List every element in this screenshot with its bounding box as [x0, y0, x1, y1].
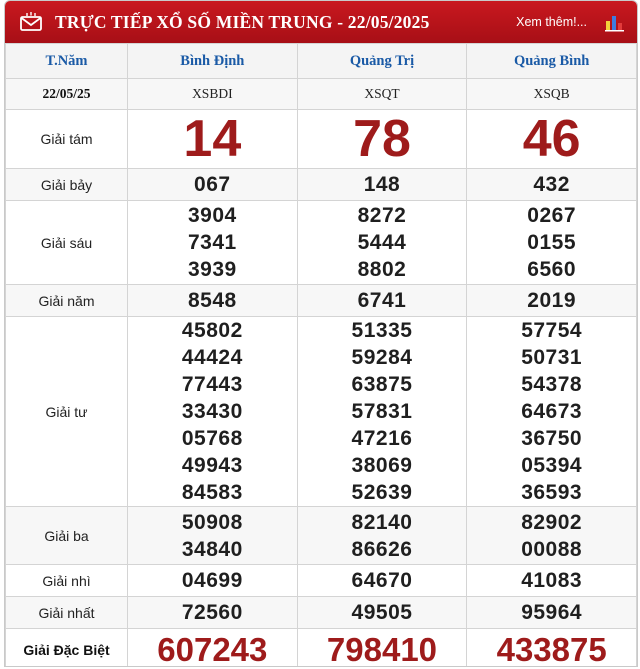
- prize-number: 64673: [521, 400, 583, 423]
- prize-cell: [297, 565, 467, 597]
- prize-number: 0155: [527, 231, 577, 254]
- prize-number: 14: [183, 110, 242, 168]
- prize-number: 77443: [181, 373, 243, 396]
- prize-row: [6, 110, 637, 169]
- prize-number: 44424: [181, 346, 243, 369]
- prize-number: 6741: [357, 289, 407, 312]
- prize-number: 47216: [351, 427, 413, 450]
- prize-label: Giải nhất: [6, 597, 128, 629]
- province-code: XSQB: [467, 79, 637, 110]
- prize-number: 57831: [351, 400, 413, 423]
- prize-row: [6, 317, 637, 507]
- prize-number: 78: [353, 110, 411, 168]
- prize-number: 36750: [521, 427, 583, 450]
- prize-number: 50908: [181, 510, 243, 534]
- prize-number: 5444: [357, 231, 407, 254]
- prize-number: 45802: [181, 319, 243, 342]
- prize-number: 05768: [181, 427, 243, 450]
- prize-number: 59284: [351, 346, 413, 369]
- province-link-quang-binh[interactable]: Quảng Bình: [467, 44, 637, 79]
- bar-chart-icon[interactable]: [603, 12, 627, 32]
- prize-number: 57754: [521, 319, 583, 342]
- prize-cell: [297, 110, 467, 169]
- prize-cell: [128, 507, 298, 565]
- prize-cell: [297, 201, 467, 285]
- prize-number: 05394: [521, 454, 583, 477]
- prize-cell: [467, 317, 637, 507]
- prize-number: 64670: [351, 569, 413, 592]
- prize-number: 148: [363, 173, 401, 196]
- prize-number: 52639: [351, 481, 413, 504]
- prize-label: Giải tám: [6, 110, 128, 169]
- prize-cell: [297, 597, 467, 629]
- envelope-icon: [19, 12, 43, 32]
- province-code: XSBDI: [128, 79, 298, 110]
- prize-number: 432: [533, 173, 570, 196]
- results-header: [5, 1, 637, 43]
- prize-row: [6, 629, 637, 668]
- prize-cell: [297, 285, 467, 317]
- prize-number: 63875: [351, 373, 413, 396]
- prize-row: [6, 169, 637, 201]
- prize-number: 36593: [521, 481, 583, 504]
- prize-number: 00088: [521, 537, 583, 561]
- prize-label: Giải sáu: [6, 201, 128, 285]
- prize-cell: [467, 507, 637, 565]
- prize-cell: [467, 597, 637, 629]
- prize-number: 04699: [181, 569, 243, 592]
- prize-cell: [467, 110, 637, 169]
- prize-cell: [128, 317, 298, 507]
- province-code: XSQT: [297, 79, 467, 110]
- prize-cell: [467, 201, 637, 285]
- special-prize-number: 607243: [157, 630, 268, 667]
- prize-number: 46: [522, 110, 581, 168]
- code-row: [6, 79, 637, 110]
- prize-number: 34840: [181, 537, 243, 561]
- prize-number: 8272: [357, 204, 407, 227]
- prize-cell: [128, 565, 298, 597]
- prize-label: Giải bảy: [6, 169, 128, 201]
- prize-cell: [128, 201, 298, 285]
- province-link-binh-dinh[interactable]: Bình Định: [128, 44, 298, 79]
- prize-cell: [297, 317, 467, 507]
- page-title: TRỰC TIẾP XỔ SỐ MIỀN TRUNG - 22/05/2025: [55, 11, 430, 32]
- prize-number: 41083: [521, 569, 583, 592]
- prize-cell: [128, 169, 298, 201]
- prize-number: 8548: [187, 289, 237, 312]
- see-more-link[interactable]: Xem thêm!...: [516, 15, 587, 29]
- prize-label: Giải ba: [6, 507, 128, 565]
- prize-row: [6, 565, 637, 597]
- prize-number: 3904: [187, 204, 237, 227]
- prize-cell: [467, 629, 637, 668]
- prize-cell: [128, 629, 298, 668]
- province-link-quang-tri[interactable]: Quảng Trị: [297, 44, 467, 79]
- prize-number: 86626: [351, 537, 413, 561]
- prize-cell: [128, 285, 298, 317]
- prize-cell: [467, 285, 637, 317]
- prize-number: 8802: [357, 258, 407, 281]
- prize-row: [6, 285, 637, 317]
- prize-number: 33430: [181, 400, 243, 423]
- prize-row: [6, 507, 637, 565]
- prize-cell: [467, 565, 637, 597]
- prize-number: 54378: [521, 373, 583, 396]
- prize-label: Giải nhì: [6, 565, 128, 597]
- weekday-header: T.Năm: [6, 44, 128, 79]
- prize-row: [6, 201, 637, 285]
- prize-number: 2019: [527, 289, 577, 312]
- prize-cell: [128, 597, 298, 629]
- results-table: [5, 43, 637, 667]
- prize-label: Giải năm: [6, 285, 128, 317]
- prize-number: 51335: [351, 319, 413, 342]
- prize-label: Giải Đặc Biệt: [6, 629, 128, 668]
- prize-number: 82902: [521, 510, 583, 534]
- prize-number: 82140: [351, 510, 413, 534]
- prize-cell: [297, 507, 467, 565]
- prize-number: 95964: [521, 601, 583, 624]
- prize-cell: [297, 169, 467, 201]
- prize-number: 7341: [187, 231, 237, 254]
- prize-number: 49943: [181, 454, 243, 477]
- prize-cell: [128, 110, 298, 169]
- prize-number: 49505: [351, 601, 413, 624]
- prize-number: 84583: [181, 481, 243, 504]
- prize-cell: [467, 169, 637, 201]
- prize-label: Giải tư: [6, 317, 128, 507]
- prize-number: 3939: [187, 258, 237, 281]
- prize-number: 067: [194, 173, 231, 196]
- prize-row: [6, 597, 637, 629]
- province-header-row: [6, 44, 637, 79]
- special-prize-number: 798410: [326, 630, 438, 667]
- special-prize-number: 433875: [496, 630, 607, 667]
- lottery-results-widget: [4, 0, 638, 667]
- prize-number: 0267: [527, 204, 577, 227]
- prize-number: 50731: [521, 346, 583, 369]
- prize-cell: [297, 629, 467, 668]
- prize-number: 6560: [527, 258, 577, 281]
- prize-number: 72560: [181, 601, 243, 624]
- prize-number: 38069: [351, 454, 413, 477]
- draw-date: 22/05/25: [6, 79, 128, 110]
